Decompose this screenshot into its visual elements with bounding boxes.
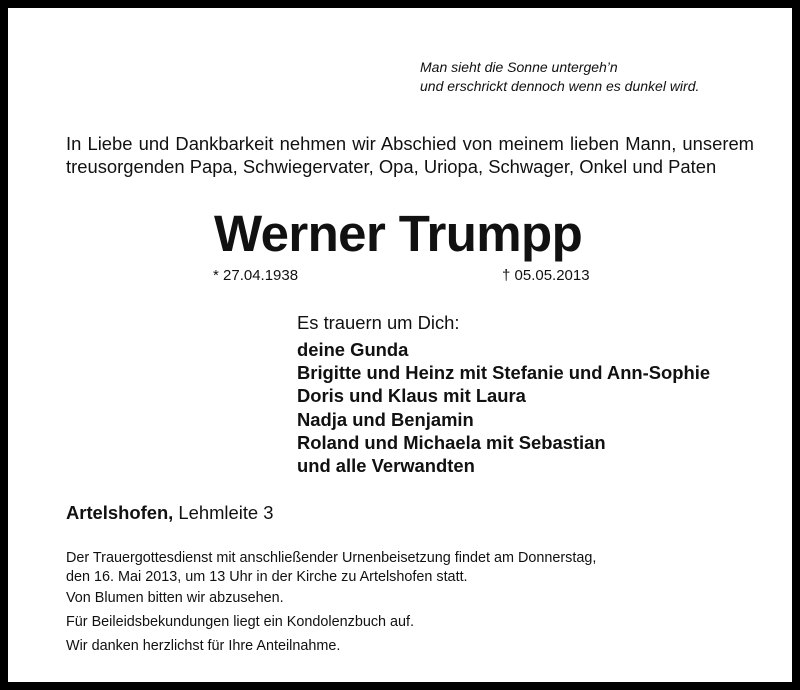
address-street: Lehmleite 3: [178, 502, 274, 523]
quote-line: und erschrickt dennoch wenn es dunkel wird.: [420, 78, 700, 94]
mourner-line: Roland und Michaela mit Sebastian: [297, 431, 606, 453]
intro-text: In Liebe und Dankbarkeit nehmen wir Abschied von meinem lieben Mann, unserem treusorgenden Papa, Schwiegervater, Opa, Uriopa, Schwager, Onkel und Paten: [66, 133, 754, 177]
death-date: † 05.05.2013: [502, 267, 590, 284]
mourner-line: Nadja und Benjamin: [297, 408, 474, 430]
address: [66, 502, 274, 524]
mourners-list: [297, 338, 767, 477]
birth-date: * 27.04.1938: [213, 267, 299, 284]
mourner-line: Doris und Klaus mit Laura: [297, 385, 526, 407]
mourner-line: und alle Verwandten: [297, 455, 475, 477]
deceased-name: Werner Trumpp: [214, 205, 583, 262]
address-place: Artelshofen,: [66, 502, 174, 523]
epigraph-quote: [420, 58, 760, 96]
service-line: Der Trauergottesdienst mit anschließender Urnenbeisetzung findet am Donnerstag,: [66, 550, 597, 566]
quote-line: Man sieht die Sonne untergeh’n: [420, 59, 618, 75]
service-line: den 16. Mai 2013, um 13 Uhr in der Kirche zu Artelshofen statt.: [66, 569, 468, 585]
mourner-line: Brigitte und Heinz mit Stefanie und Ann-Sophie: [297, 362, 711, 384]
condolence-note: Für Beileidsbekundungen liegt ein Kondolenzbuch auf.: [66, 614, 415, 630]
mourner-line: deine Gunda: [297, 339, 409, 360]
flowers-note: Von Blumen bitten wir abzusehen.: [66, 590, 284, 606]
mourners-heading: Es trauern um Dich:: [297, 312, 460, 333]
thanks-note: Wir danken herzlichst für Ihre Anteilnahme.: [66, 638, 341, 654]
service-info: [66, 549, 706, 587]
